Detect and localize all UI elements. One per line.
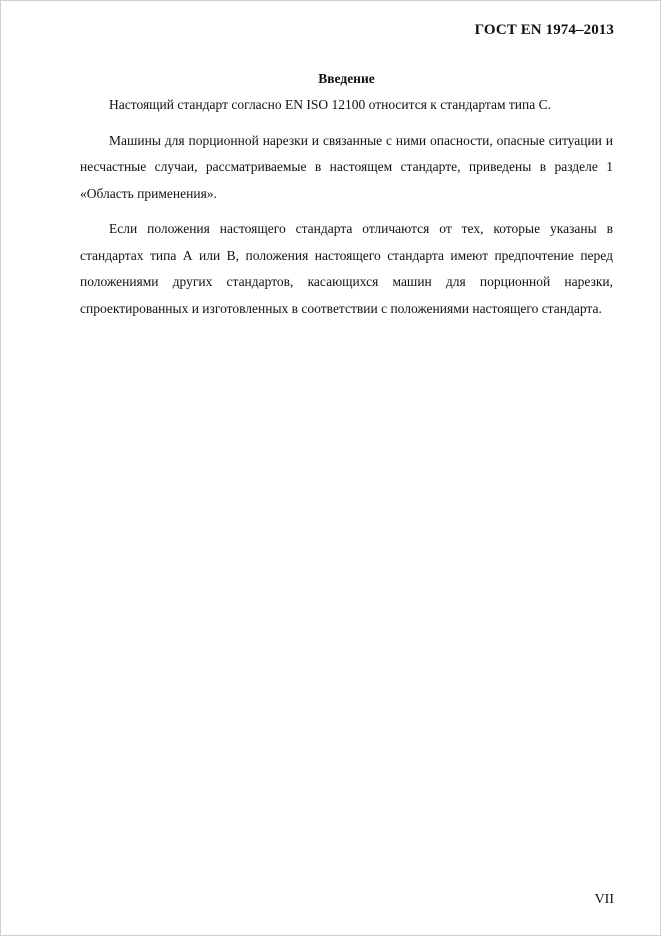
paragraph-standard-type: Настоящий стандарт согласно EN ISO 12100 относится к стандартам типа С. — [109, 97, 551, 112]
document-designation-header: ГОСТ EN 1974–2013 — [474, 22, 614, 38]
section-title: Введение — [318, 71, 375, 86]
paragraph-hazards: Машины для порционной нарезки и связанные с ними опасности, опасные ситуации и несчастные случаи, рассматриваемые в настоящем стандарте, приведены в разделе 1 «Область применения». — [80, 132, 613, 201]
page-number: VII — [594, 892, 614, 907]
paragraph-precedence: Если положения настоящего стандарта отличаются от тех, которые указаны в стандартах типа А или В, положения настоящего стандарта имеют предпочтение перед положениями других стандартов, касающихся машин для порционной нарезки, спроектированных и изготовленных в соответствии с положениями настоящего стандарта. — [80, 221, 613, 316]
document-body — [80, 92, 613, 331]
